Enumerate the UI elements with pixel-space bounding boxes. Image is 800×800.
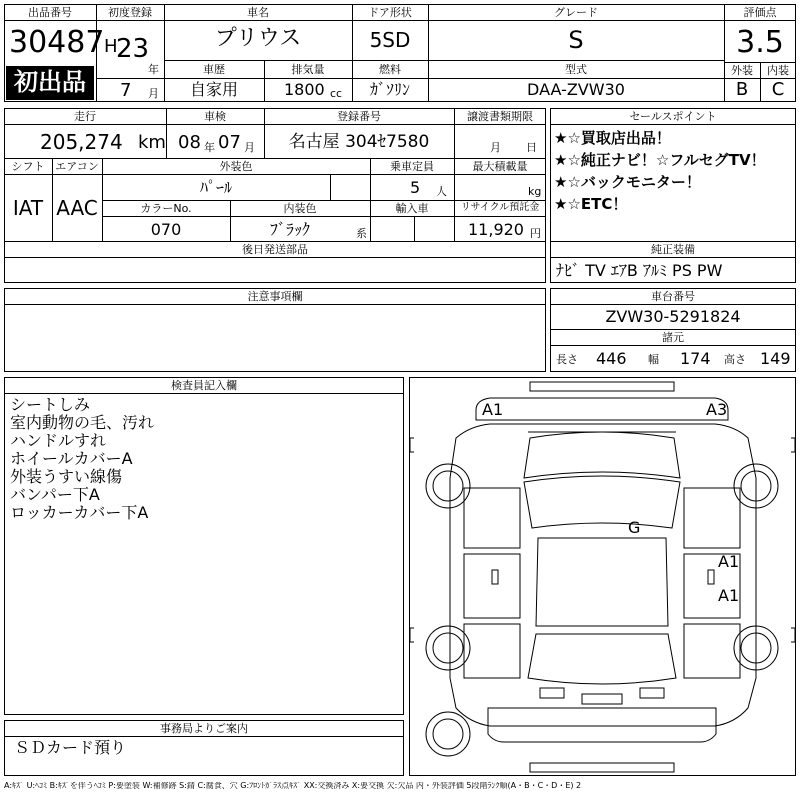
plate-label: 登録番号 <box>337 110 381 123</box>
inspector-label: 検査員記入欄 <box>171 379 237 392</box>
history-label: 車歴 <box>203 63 225 76</box>
equipment-label: 純正装備 <box>651 243 695 256</box>
damage-mark-front-right: A3 <box>706 400 728 419</box>
reg-year: 23 <box>116 34 150 64</box>
transfer-day-unit: 日 <box>526 141 537 154</box>
width-label: 幅 <box>648 353 659 366</box>
door-value: 5SD <box>369 28 411 52</box>
load-label: 最大積載量 <box>472 160 528 173</box>
inspector-note: 室内動物の毛、汚れ <box>10 413 155 432</box>
shift-value: IAT <box>12 196 44 220</box>
score-value: 3.5 <box>736 25 784 60</box>
dims-label: 諸元 <box>662 331 684 344</box>
ext-score: B <box>735 79 749 100</box>
equipment-value: ﾅﾋﾞ TV ｴｱB ｱﾙﾐ PS PW <box>556 261 723 280</box>
first-listing-label: 初出品 <box>14 68 86 96</box>
inspect-year-unit: 年 <box>204 141 215 154</box>
damage-mark-right-door-2: A1 <box>718 586 740 605</box>
seats-unit: 人 <box>436 185 447 198</box>
sales-point: ★☆買取店出品！ <box>554 129 671 147</box>
inspector-note: ホイールカバーA <box>10 449 133 468</box>
length-value: 446 <box>596 349 627 368</box>
length-label: 長さ <box>556 353 578 366</box>
sales-point: ★☆ETC！ <box>554 195 628 213</box>
load-unit: kg <box>528 185 542 198</box>
lot-number: 30487 <box>9 25 105 60</box>
int-score: C <box>771 79 785 100</box>
inspect-month-unit: 月 <box>244 141 255 154</box>
width-value: 174 <box>680 349 711 368</box>
fuel-value: ｶﾞｿﾘﾝ <box>369 80 410 99</box>
inspect-label: 車検 <box>204 110 226 123</box>
sales-point: ★☆純正ナビ！☆フルセグTV！ <box>554 151 766 169</box>
later-parts-label: 後日発送部品 <box>242 243 308 256</box>
color-no-label: カラーNo. <box>140 202 192 215</box>
sales-label: セールスポイント <box>629 110 717 123</box>
inspector-note: シートしみ <box>10 395 91 414</box>
car-outline-drawing <box>410 378 795 775</box>
seats-label: 乗車定員 <box>390 160 434 173</box>
int-label: 内装 <box>767 64 789 77</box>
inspector-note: ロッカーカバー下A <box>10 503 149 522</box>
inspector-note: ハンドルすれ <box>10 431 107 450</box>
chassis-value: ZVW30-5291824 <box>605 307 741 326</box>
month-unit: 月 <box>148 87 159 100</box>
disp-unit: cc <box>330 87 343 100</box>
office-text: ＳＤカード預り <box>14 738 127 757</box>
ext-label: 外装 <box>731 64 753 77</box>
year-unit: 年 <box>148 63 159 76</box>
era: H <box>104 36 118 57</box>
transfer-label: 譲渡書類期限 <box>467 110 533 123</box>
history-value: 自家用 <box>189 80 238 99</box>
transfer-month-unit: 月 <box>490 141 501 154</box>
mileage-value: 205,274 <box>40 130 123 154</box>
score-label: 評価点 <box>743 6 777 19</box>
disp-label: 排気量 <box>291 63 325 76</box>
color-no-value: 070 <box>150 220 182 239</box>
int-color-unit: 系 <box>356 227 367 240</box>
name-label: 車名 <box>247 6 269 19</box>
fuel-label: 燃料 <box>379 63 401 76</box>
damage-mark-glass: G <box>628 518 641 537</box>
ac-label: エアコン <box>55 160 99 173</box>
ac-value: AAC <box>56 196 98 220</box>
disp-value: 1800 <box>284 80 325 99</box>
car-diagram <box>409 377 796 776</box>
grade-label: グレード <box>554 6 598 19</box>
import-label: 輸入車 <box>395 202 429 215</box>
recycle-value: 11,920 <box>468 220 524 239</box>
damage-mark-front-left: A1 <box>482 400 504 419</box>
damage-mark-right-door-1: A1 <box>718 552 740 571</box>
model-label: 型式 <box>565 63 587 76</box>
height-label: 高さ <box>724 353 746 366</box>
recycle-label: リサイクル預託金 <box>460 202 540 213</box>
inspector-note: 外装うすい線傷 <box>10 467 123 486</box>
sales-point: ★☆バックモニター！ <box>554 173 701 191</box>
mileage-label: 走行 <box>74 110 96 123</box>
door-label: ドア形状 <box>368 6 412 19</box>
int-color-value: ﾌﾞﾗｯｸ <box>269 220 310 239</box>
office-label: 事務局よりご案内 <box>160 722 248 735</box>
height-value: 149 <box>760 349 791 368</box>
grade-value: S <box>568 26 584 54</box>
shift-label: シフト <box>11 160 45 173</box>
notes-label: 注意事項欄 <box>247 290 303 303</box>
legend-text: A:ｷｽﾞ U:ﾍｺﾐ B:ｷｽﾞを伴うﾍｺﾐ P:要塗装 W:補修跡 S:錆 C:腐食、穴 G:ﾌﾛﾝﾄｶﾞﾗｽ点ｷｽﾞ XX:交換済み X:要交換 欠:欠品 内・外装評価 5段階ﾗﾝｸ順(A・B・C・D・E) 2 <box>4 782 582 790</box>
plate-value: 名古屋 304ｾ7580 <box>288 132 430 152</box>
int-color-label: 内装色 <box>283 202 317 215</box>
ext-color-value: ﾊﾟｰﾙ <box>199 178 232 197</box>
chassis-label: 車台番号 <box>651 290 695 303</box>
ext-color-label: 外装色 <box>219 160 253 173</box>
inspect-month: 07 <box>218 132 241 153</box>
inspector-note: バンパー下A <box>10 485 100 504</box>
reg-month: 7 <box>120 80 132 101</box>
inspector-notes <box>10 397 154 523</box>
mileage-unit: km <box>138 132 166 153</box>
inspect-year: 08 <box>178 132 201 153</box>
model-value: DAA-ZVW30 <box>527 80 625 99</box>
recycle-unit: 円 <box>530 227 541 240</box>
seats-value: 5 <box>410 178 421 197</box>
first-reg-label: 初度登録 <box>108 6 152 19</box>
lot-label: 出品番号 <box>28 6 72 19</box>
car-name: プリウス <box>214 26 302 51</box>
